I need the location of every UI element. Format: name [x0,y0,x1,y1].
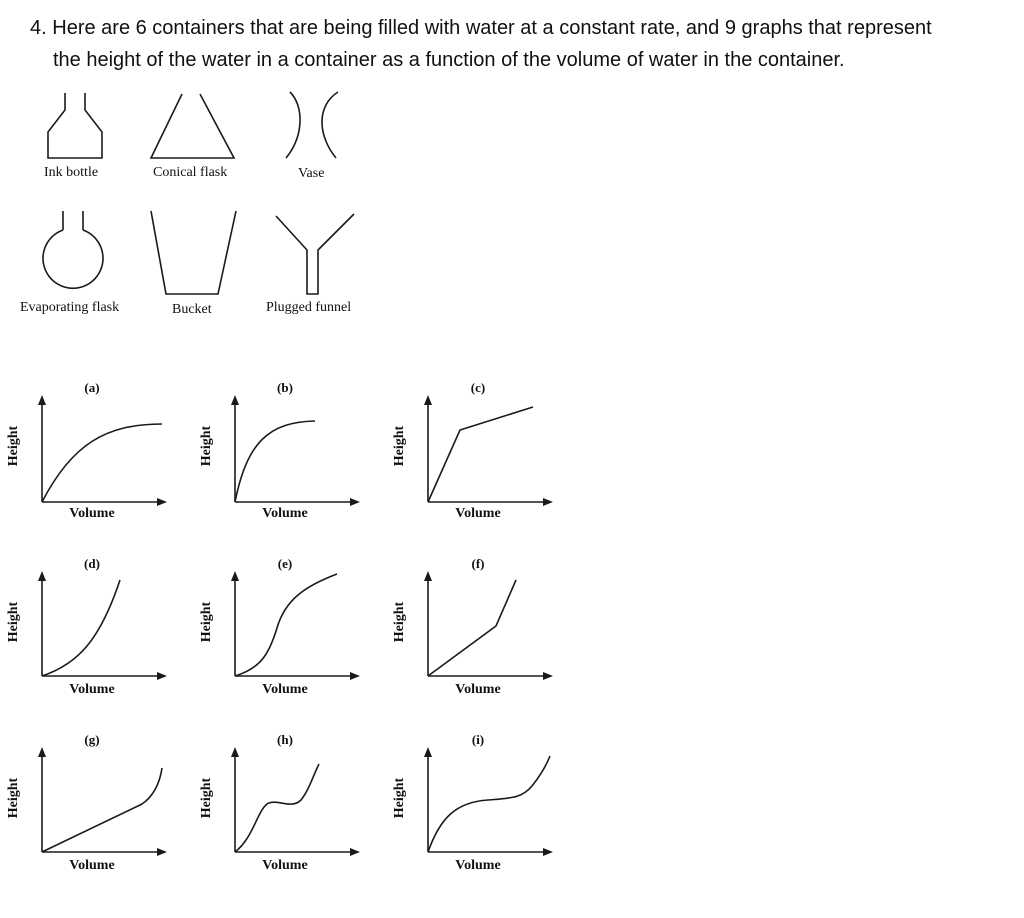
ink-bottle-shape [40,90,110,162]
ink-bottle-label: Ink bottle [44,165,99,180]
bucket-label: Bucket [172,302,212,317]
graph-e-x-label: Volume [262,682,308,697]
evaporating-flask-shape [38,208,108,296]
graph-g-x-label: Volume [69,858,115,873]
graph-i-label: (i) [471,732,485,747]
question-line-2: the height of the water in a container as a function of the volume of water in the container. [53,49,845,71]
graph-i-x-label: Volume [455,858,501,873]
question-line-1: Here are 6 containers that are being filled with water at a constant rate, and 9 graphs that represent [52,17,932,39]
graph-a-y-label: Height [6,425,21,467]
plugged-funnel-shape [268,208,360,296]
graph-h [199,730,380,880]
graph-e [199,554,380,704]
graph-d-y-label: Height [6,601,21,643]
evaporating-flask-label: Evaporating flask [20,300,120,315]
graph-h-x-label: Volume [262,858,308,873]
graph-c-y-label: Height [392,425,407,467]
graph-a-x-label: Volume [69,506,115,521]
conical-flask-label: Conical flask [153,165,228,180]
graph-a-label: (a) [84,380,100,395]
graph-b-x-label: Volume [262,506,308,521]
graph-e-y-label: Height [199,601,214,643]
graph-a [6,378,187,528]
question-number: 4. [30,17,47,39]
plugged-funnel-label: Plugged funnel [266,300,352,315]
graph-i [392,730,573,880]
graph-g [6,730,187,880]
graph-h-label: (h) [277,732,293,747]
graph-c [392,378,573,528]
graph-f-label: (f) [471,556,485,571]
graph-b [199,378,380,528]
graph-g-y-label: Height [6,777,21,819]
vase-label: Vase [298,166,325,181]
conical-flask-shape [148,90,238,162]
graph-c-label: (c) [470,380,486,395]
graph-c-x-label: Volume [455,506,501,521]
graph-d [6,554,187,704]
graph-b-y-label: Height [199,425,214,467]
graph-f [392,554,573,704]
graph-d-x-label: Volume [69,682,115,697]
graph-d-label: (d) [84,556,100,571]
graph-h-y-label: Height [199,777,214,819]
graph-f-x-label: Volume [455,682,501,697]
bucket-shape [148,208,240,296]
graph-f-y-label: Height [392,601,407,643]
graph-b-label: (b) [277,380,293,395]
graph-g-label: (g) [84,732,100,747]
graph-i-y-label: Height [392,777,407,819]
graph-e-label: (e) [277,556,293,571]
question-text [30,12,1010,76]
vase-shape [280,90,342,162]
